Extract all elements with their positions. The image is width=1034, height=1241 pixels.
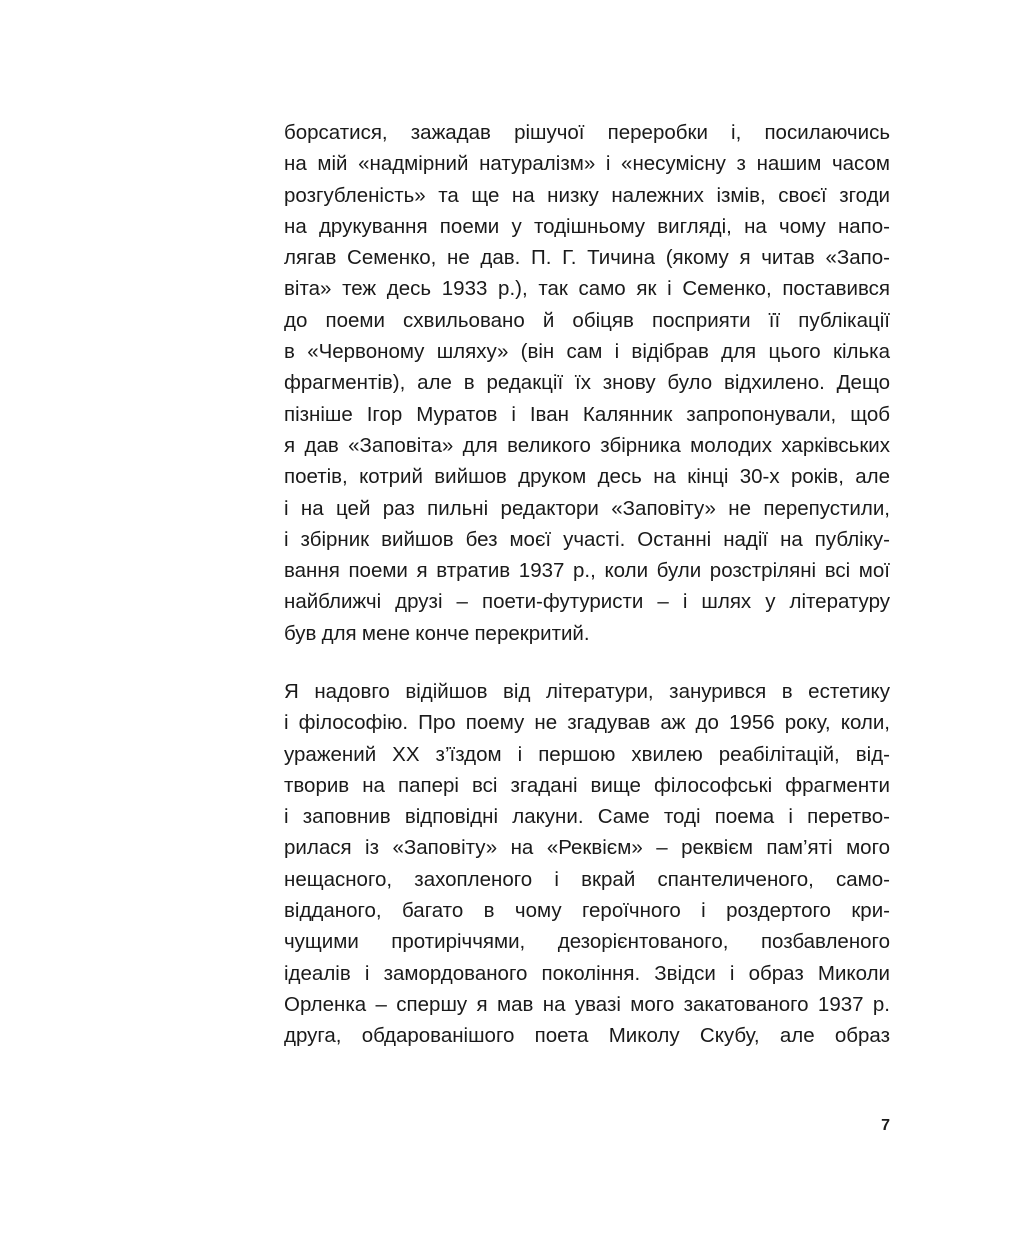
text-line: рилася із «Заповіту» на «Реквієм» – реквієм пам’яті мого xyxy=(284,836,890,860)
paragraph-1 xyxy=(284,117,890,649)
text-line: в «Червоному шляху» (він сам і відібрав для цього кілька xyxy=(284,340,890,364)
text-line: розгубленість» та ще на низку належних ізмів, своєї згоди xyxy=(284,183,890,207)
text-line: Я надовго відійшов від літератури, занурився в естетику xyxy=(284,680,890,703)
text-line: був для мене конче перекритий. xyxy=(284,621,590,645)
text-line: пізніше Ігор Муратов і Іван Калянник запропонували, щоб xyxy=(284,402,890,426)
text-line: на мій «надмірний натуралізм» і «несумісну з нашим часом xyxy=(284,152,890,176)
text-line: і збірник вийшов без моєї участі. Останні надії на публіку- xyxy=(284,527,890,551)
text-line: уражений ХХ з’їздом і першою хвилею реабілітацій, від- xyxy=(284,742,890,766)
text-line: нещасного, захопленого і вкрай спантеличеного, само- xyxy=(284,867,890,891)
text-line: я дав «Заповіта» для великого збірника молодих харківських xyxy=(284,433,890,457)
text-line: борсатися, зажадав рішучої переробки і, посилаючись xyxy=(284,121,890,144)
text-line: і заповнив відповідні лакуни. Саме тоді поема і перетво- xyxy=(284,805,890,829)
text-line: поетів, котрий вийшов друком десь на кінці 30-х років, але xyxy=(284,465,890,489)
text-line: до поеми схвильовано й обіцяв посприяти її публікації xyxy=(284,308,890,332)
text-line: Орленка – спершу я мав на увазі мого закатованого 1937 р. xyxy=(284,992,890,1016)
text-line: друга, обдарованішого поета Миколу Скубу, але образ xyxy=(284,1024,890,1048)
text-line: чущими протиріччями, дезорієнтованого, позбавленого xyxy=(284,930,890,954)
text-line: на друкування поеми у тодішньому вигляді, на чому напо- xyxy=(284,214,890,238)
text-line: віта» теж десь 1933 р.), так само як і Семенко, поставився xyxy=(284,277,890,301)
text-line: найближчі друзі – поети-футуристи – і шлях у літературу xyxy=(284,590,890,614)
text-line: вання поеми я втратив 1937 р., коли були розстріляні всі мої xyxy=(284,559,890,583)
text-line: творив на папері всі згадані вище філософські фрагменти xyxy=(284,773,890,797)
text-line: фрагментів), але в редакції їх знову було відхилено. Дещо xyxy=(284,371,890,395)
text-line: відданого, багато в чому героїчного і роздертого кри- xyxy=(284,899,890,923)
page-number: 7 xyxy=(881,1117,890,1134)
text-line: лягав Семенко, не дав. П. Г. Тичина (якому я читав «Запо- xyxy=(284,246,890,270)
text-line: і на цей раз пильні редактори «Заповіту» не перепустили, xyxy=(284,496,890,520)
text-line: і філософію. Про поему не згадував аж до 1956 року, коли, xyxy=(284,711,890,735)
text-line: ідеалів і замордованого покоління. Звідси і образ Миколи xyxy=(284,961,890,985)
paragraph-2 xyxy=(284,676,890,1052)
